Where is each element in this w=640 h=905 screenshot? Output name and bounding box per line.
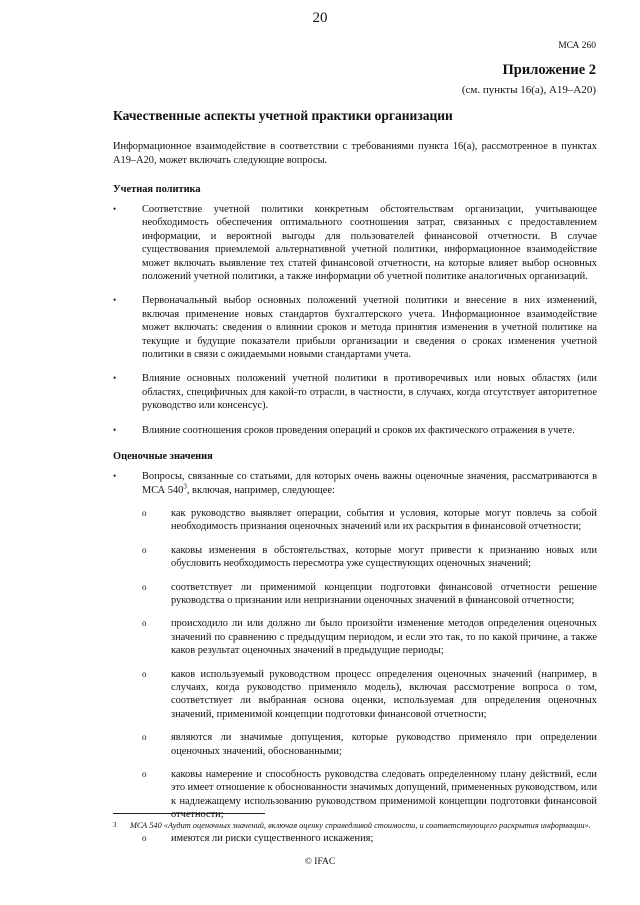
- circle-bullet-marker: o: [142, 581, 147, 592]
- circle-bullet-marker: o: [142, 507, 147, 518]
- bullet-marker: •: [113, 204, 117, 214]
- subitem-text: имеются ли риски существенного искажения;: [171, 832, 374, 844]
- estimates-subitem: [113, 544, 597, 571]
- subitem-text: являются ли значимые допущения, которые руководство применяло при определении оценочных значений, обоснованными;: [171, 732, 597, 757]
- policy-item-text: Влияние соотношения сроков проведения операций и сроков их фактического отражения в учете.: [142, 424, 575, 436]
- estimates-subitem: [113, 668, 597, 722]
- intro-paragraph: Информационное взаимодействие в соответствии с требованиями пункта 16(а), рассмотренное в пунктах A19–A20, может включать следующие вопросы.: [113, 141, 597, 166]
- policy-item-text: Соответствие учетной политики конкретным обстоятельствам организации, учитывающее необходимость обеспечения оптимального соотношения затрат, связанных с предоставлением информации, и вероятной выгоды для пользователей финансовой отчетности. В случае существования приемлемой альтернативной учетной политики, информационное взаимодействие может включать выявление тех статей финансовой отчетности, на которые влияет выбор основных положений учетной политики, а также информации об учетной политике аналогичных организаций.: [142, 204, 597, 283]
- policy-item-text: Влияние основных положений учетной политики в противоречивых или новых областях (или областях, специфичных для какой-то отрасли, в частности, в случаях, когда отсутствует авторитетное руководство или консенсус).: [142, 373, 597, 412]
- estimates-bullet-item: [113, 470, 597, 497]
- estimates-subitem: [113, 581, 597, 608]
- document-code: МСА 260: [558, 41, 596, 51]
- circle-bullet-marker: o: [142, 769, 147, 779]
- subitem-text: каковы намерение и способность руководства следовать определенному плану действий, если это имеет отношение к обоснованности значимых допущений, примененных руководством, или к надлежащему использованию руководством применимой концепции подготовки финансовой отчетности;: [171, 769, 598, 821]
- estimates-subitem: [113, 617, 597, 657]
- subitem-text: соответствует ли применимой концепции подготовки финансовой отчетности решение руководства о признании или непризнании оценочных значений в финансовой отчетности;: [171, 581, 597, 606]
- bullet-marker: •: [113, 471, 117, 482]
- policy-heading: Учетная политика: [113, 184, 201, 195]
- subitem-text: каковы изменения в обстоятельствах, которые могут привести к признанию новых или обусловить необходимость пересмотра уже существующих оценочных значений;: [171, 544, 597, 570]
- estimates-subitem: [113, 832, 597, 845]
- subitem-text: происходило ли или должно ли было произойти изменение методов определения оценочных значений по сравнению с предыдущим периодом, и если это так, то по какой причине, а также каков результат оценочных значений в предыдущие периоды;: [171, 618, 597, 657]
- circle-bullet-marker: o: [142, 544, 147, 555]
- circle-bullet-marker: o: [142, 732, 147, 743]
- policy-bullet-item: [113, 294, 597, 361]
- footnote-divider: [113, 813, 265, 814]
- estimates-heading: Оценочные значения: [113, 451, 213, 463]
- circle-bullet-marker: o: [142, 618, 147, 629]
- estimates-subitem: [113, 731, 597, 758]
- subitem-text: каков используемый руководством процесс определения оценочных значений (например, в случаях, когда руководство применяло модель), включая рассмотрение вопроса о том, соответствует ли выбранная основа оценки, используемая для определения оценочных значений, применимой концепции подготовки финансовой отчетности;: [171, 668, 597, 720]
- footnote-reference: 3: [183, 482, 187, 491]
- footnote: [113, 820, 597, 832]
- page-number: 20: [312, 10, 328, 26]
- policy-bullet-item: [113, 424, 597, 437]
- estimates-lead-text: Вопросы, связанные со статьями, для которых очень важны оценочные значения, рассматриваются в МСА 540: [142, 471, 597, 496]
- estimates-lead-text-end: , включая, например, следующее:: [186, 484, 335, 496]
- bullet-marker: •: [113, 424, 117, 435]
- bullet-marker: •: [113, 295, 117, 306]
- appendix-reference: (см. пункты 16(а), A19–A20): [461, 84, 596, 96]
- footnote-text: МСА 540 «Аудит оценочных значений, включая оценку справедливой стоимости, и соответствующего раскрытия информации».: [130, 821, 591, 830]
- footnote-number: 3: [113, 821, 117, 829]
- section-title: Качественные аспекты учетной практики организации: [113, 108, 453, 123]
- policy-bullet-item: [113, 203, 597, 283]
- subitem-text: как руководство выявляет операции, события и условия, которые могут повлечь за собой необходимость признания оценочных значений или их раскрытия в финансовой отчетности;: [171, 507, 597, 533]
- estimates-subitem: [113, 507, 597, 534]
- policy-item-text: Первоначальный выбор основных положений учетной политики и внесение в них изменений, включая применение новых стандартов бухгалтерского учета. Информационное взаимодействие может включать: сведения о влиянии сроков и метода принятия изменения в учетной политике на текущие и будущие показатели прибыли организации и сведения о сроках изменения учетной политики в связи с ожидаемыми новыми стандартами учета.: [142, 295, 597, 361]
- policy-bullet-item: [113, 372, 597, 412]
- circle-bullet-marker: o: [142, 668, 147, 679]
- footer-copyright: © IFAC: [304, 857, 336, 867]
- circle-bullet-marker: o: [142, 832, 147, 843]
- bullet-marker: •: [113, 373, 117, 384]
- main-content: [113, 108, 597, 855]
- appendix-title: Приложение 2: [502, 62, 596, 78]
